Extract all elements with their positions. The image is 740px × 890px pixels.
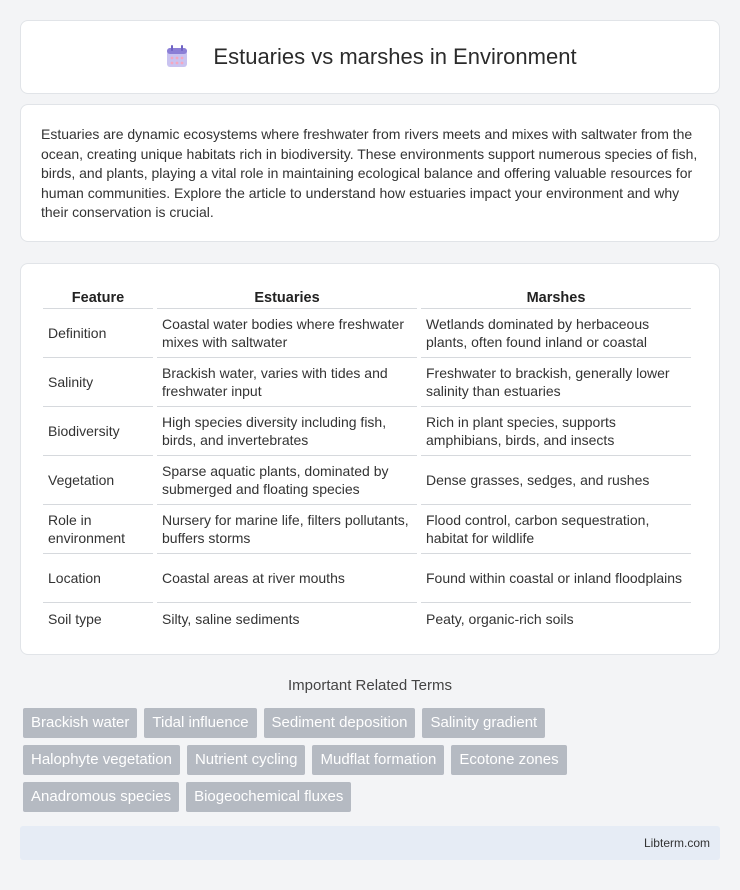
estuaries-cell: Brackish water, varies with tides and freshwater input bbox=[157, 358, 417, 407]
marshes-cell: Dense grasses, sedges, and rushes bbox=[421, 456, 691, 505]
table-row bbox=[43, 505, 691, 554]
tag-brackish-water[interactable]: Brackish water bbox=[23, 708, 137, 738]
intro-paragraph: Estuaries are dynamic ecosystems where freshwater from rivers meets and mixes with saltwater from the ocean, creating unique habitats rich in biodiversity. These environments support numerous species of fish, birds, and plants, playing a vital role in maintaining ecological balance and offering valuable resources for human communities. Explore the article to understand how estuaries impact your environment and why their conservation is crucial. bbox=[41, 126, 698, 221]
feature-cell: Biodiversity bbox=[43, 407, 153, 456]
table-header-row bbox=[43, 284, 691, 309]
feature-cell: Soil type bbox=[48, 611, 102, 627]
tag-biogeochemical-fluxes[interactable]: Biogeochemical fluxes bbox=[186, 782, 351, 812]
feature-cell: Salinity bbox=[43, 358, 153, 407]
marshes-cell: Found within coastal or inland floodplains bbox=[421, 554, 691, 603]
comparison-table bbox=[39, 284, 695, 635]
page-title: Estuaries vs marshes in Environment bbox=[213, 44, 577, 69]
feature-cell: Location bbox=[43, 554, 153, 603]
tag-row bbox=[23, 708, 713, 738]
footer bbox=[20, 826, 720, 860]
estuaries-cell: Sparse aquatic plants, dominated by submerged and floating species bbox=[157, 456, 417, 505]
header-estuaries: Estuaries bbox=[157, 284, 417, 309]
tag-mudflat-formation[interactable]: Mudflat formation bbox=[312, 745, 444, 775]
footer-site-link[interactable]: Libterm.com bbox=[643, 836, 710, 850]
table-row bbox=[43, 407, 691, 456]
comparison-table-card bbox=[20, 263, 720, 655]
estuaries-cell: Nursery for marine life, filters pollutants, buffers storms bbox=[157, 505, 417, 554]
tag-anadromous-species[interactable]: Anadromous species bbox=[23, 782, 179, 812]
header-marshes: Marshes bbox=[421, 284, 691, 309]
tag-ecotone-zones[interactable]: Ecotone zones bbox=[451, 745, 566, 775]
marshes-cell: Rich in plant species, supports amphibians, birds, and insects bbox=[421, 407, 691, 456]
marshes-cell: Flood control, carbon sequestration, habitat for wildlife bbox=[421, 505, 691, 554]
estuaries-cell: High species diversity including fish, birds, and invertebrates bbox=[157, 407, 417, 456]
tag-row bbox=[23, 745, 713, 775]
feature-cell: Definition bbox=[43, 309, 153, 358]
estuaries-cell: Coastal water bodies where freshwater mixes with saltwater bbox=[157, 309, 417, 358]
intro-card bbox=[20, 104, 720, 242]
feature-cell: Role in environment bbox=[43, 505, 153, 554]
estuaries-cell: Coastal areas at river mouths bbox=[157, 554, 417, 603]
title-card bbox=[20, 20, 720, 94]
calendar-icon bbox=[163, 43, 191, 71]
tag-halophyte-vegetation[interactable]: Halophyte vegetation bbox=[23, 745, 180, 775]
marshes-cell: Peaty, organic-rich soils bbox=[426, 611, 574, 627]
related-terms-tags bbox=[23, 708, 713, 819]
table-row bbox=[43, 603, 691, 635]
tag-row bbox=[23, 782, 713, 812]
table-row bbox=[43, 309, 691, 358]
marshes-cell: Wetlands dominated by herbaceous plants, often found inland or coastal bbox=[421, 309, 691, 358]
tag-salinity-gradient[interactable]: Salinity gradient bbox=[422, 708, 545, 738]
table-row bbox=[43, 456, 691, 505]
table-row bbox=[43, 358, 691, 407]
estuaries-cell: Silty, saline sediments bbox=[162, 611, 300, 627]
tag-nutrient-cycling[interactable]: Nutrient cycling bbox=[187, 745, 306, 775]
table-row bbox=[43, 554, 691, 603]
marshes-cell: Freshwater to brackish, generally lower salinity than estuaries bbox=[421, 358, 691, 407]
related-terms-title: Important Related Terms bbox=[288, 677, 452, 694]
tag-tidal-influence[interactable]: Tidal influence bbox=[144, 708, 256, 738]
feature-cell: Vegetation bbox=[43, 456, 153, 505]
tag-sediment-deposition[interactable]: Sediment deposition bbox=[264, 708, 416, 738]
header-feature: Feature bbox=[43, 284, 153, 309]
